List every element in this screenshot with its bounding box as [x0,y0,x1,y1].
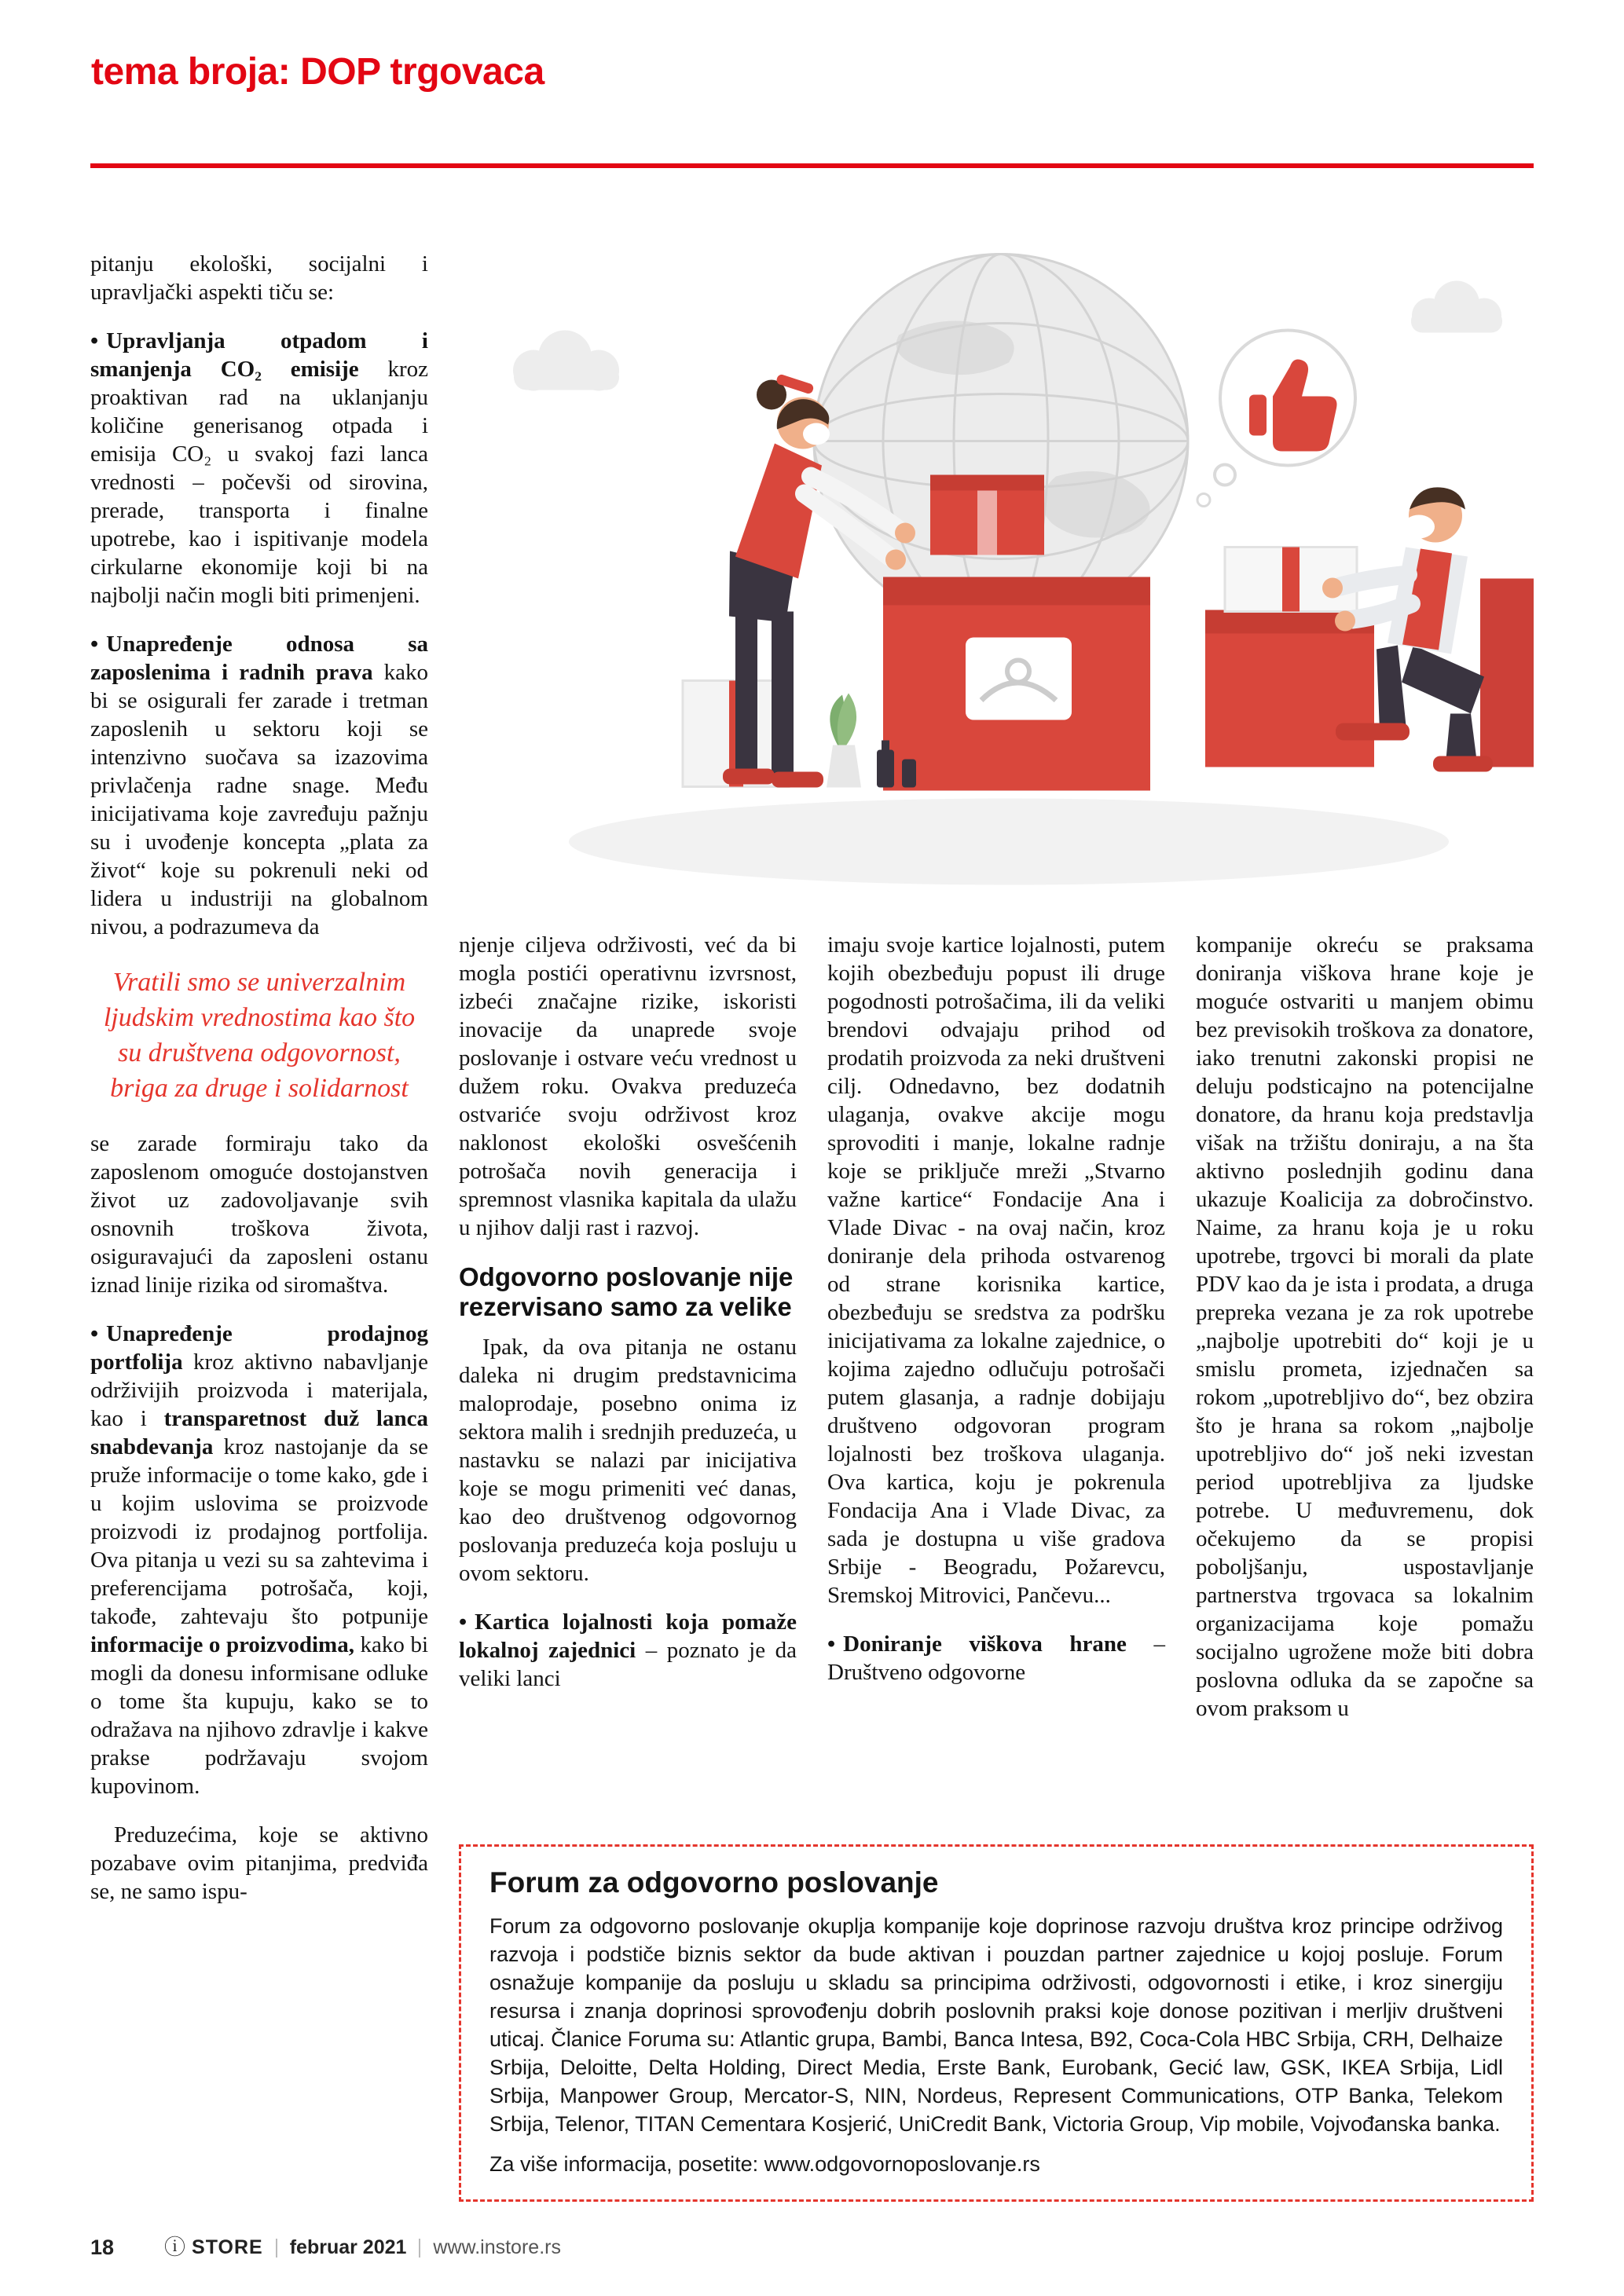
forum-box-body: Forum za odgovorno poslovanje okuplja kompanije koje doprinose razvoju društva kroz principe održivog razvoja i podstiče biznis sektor da bude aktivan i pouzdan partner zajednice u kojoj posluje. Forum osnažuje kompanije da posluju u skladu sa principima održivosti, odgovornosti i etike, i kroz sinergiju resursa i znanja doprinosi sprovođenju dobrih poslovnih praksi koje donose pozitivan i merljiv društveni uticaj. Članice Foruma su: Atlantic grupa, Bambi, Banca Intesa, B92, Coca-Cola HBC Srbija, CRH, Delhaize Srbija, Deloitte, Delta Holding, Direct Media, Erste Bank, Eurobank, Gecić law, GSK, IKEA Srbija, Lidl Srbija, Manpower Group, Mercator-S, NIN, Nordeus, Represent Communications, OTP Banka, Telekom Srbija, Telenor, TITAN Cementara Kosjerić, UniCredit Bank, Victoria Group, Vip mobile, Vojvođanska banka. [489,1913,1503,2136]
bullet-lead: Upravljanja otpadom i smanjenja CO₂ emisije [90,328,428,382]
forum-box-more-info: Za više informacija, posetite: www.odgovornoposlovanje.rs [489,2151,1040,2176]
paragraph: kompanije okreću se praksama doniranja viškova hrane koje je moguće ostvariti u manjem obimu bez previsokih troškova za donatore, iako trenutni zakonski propisi ne deluju podsticajno na potencijalne donatore, da hranu koja predstavlja višak na tržištu doniraju, a na šta aktivno poslednjih godinu dana ukazuje Koalicija za dobročinstvo. Naime, za hranu koja je u roku upotrebe, trgovci bi morali da plate PDV kao da je ista i prodata, a druga prepreka vezana je za rok upotrebe „najbolje upotrebiti do“ koji je u smislu prometa, izjednačen sa rokom „upotrebljivo do“, bez obzira što je hrana sa rokom „najbolje upotrebljivo do“ još neki izvestan period upotrebljiva za ljudske potrebe. U međuvremenu, dok očekujemo da se propisi poboljšanju, uspostavljanje partnerstva trgovaca sa lokalnim organizacijama koje pomažu socijalno ugrožene može biti dobra poslovna odluka da se započne sa ovom praksom u [1196,932,1534,1721]
bullet-text: kako bi mogli da donesu informisane odluke o tome šta kupuju, kako se to odražava na njihovo zdravlje i kakve prakse podržavaju svojom kupovinom. [90,1632,429,1799]
bullet-glyph: • [90,328,99,353]
bullet-text: kroz proaktivan rad na uklanjanju količine generisanog otpada i emisija CO₂ u svakoj fazi lanca vrednosti – počevši od sirovina, prerade, transporta i finalne upotrebe, kao i ispitivanje modela cirkularne ekonomije koji bi na najbolji način mogli biti primenjeni. [90,357,428,608]
article-column-4 [1196,931,1534,1743]
article-column-1 [90,250,428,1926]
section-heading: Odgovorno poslovanje nije rezervisano samo za velike [459,1262,794,1321]
cloud-right-icon [1411,281,1502,333]
forum-box-title: Forum za odgovorno poslovanje [489,1866,939,1899]
brand-name: STORE [192,2236,263,2258]
instore-logo-icon: ⓘ [164,2236,186,2259]
worker-right [1322,487,1493,771]
footer-divider [419,2239,420,2258]
forum-box [459,1844,1534,2202]
paragraph: se zarade formiraju tako da zaposlenom omoguće dostojanstven život uz zadovoljavanje svih osnovnih troškova života, osiguravajući da zaposleni ostanu iznad linije rizika od siromaštva. [90,1131,428,1298]
paragraph: Ipak, da ova pitanja ne ostanu daleka ni drugim predstavnicima maloprodaje, posebno onima iz sektora malih i srednjih preduzeća, u nastavku se nalazi par inicijativa koje se mogu primeniti već danas, kao deo društvenog odgovornog poslovanja preduzeća koja posluju u ovom sektoru. [459,1335,797,1586]
header-rule [90,163,1534,168]
bullet-text: kroz nastojanje da se pruže informacije o tome kako, gde i u kojim uslovima se proizvode proizvodi iz prodajnog portfolija. Ova pitanja u vezi su sa zahtevima i preferencijama potrošača, koji, takođe, zahtevaju što potpunije [90,1434,428,1629]
bullet-lead: Unapređenje prodajnog portfolija [90,1321,428,1375]
paragraph: pitanju ekološki, socijalni i upravljački aspekti tiču se: [90,251,428,305]
bullet-lead: Kartica lojalnosti koja pomaže lokalnoj zajednici [459,1609,797,1663]
page-number: 18 [90,2236,115,2259]
bullet-bold: transparetnost duž lanca snabdevanja [90,1406,428,1459]
globe-icon [814,255,1188,628]
brand [164,2236,263,2259]
bullet-bold: informacije o proizvodima, [90,1632,354,1657]
illustration-svg [459,236,1534,910]
plant-icon [827,694,861,788]
bullet-text: kroz aktivno nabavljanje održivijih proizvoda i materijala, kao i [90,1349,428,1431]
bullet-item-loyalty-card [459,1608,797,1693]
page-footer [90,2236,1534,2260]
bullet-glyph: • [827,1631,836,1657]
bullet-glyph: • [90,1321,99,1346]
bullet-lead: Doniranje viškova hrane [843,1631,1127,1657]
bullet-text: – Društveno odgovorne [827,1631,1165,1685]
thumbs-up-bubble [1197,331,1355,507]
bullet-glyph: • [90,632,99,657]
bullet-glyph: • [459,1609,467,1635]
floor-shadow [569,799,1449,885]
footer-site-url: www.instore.rs [433,2236,561,2258]
bullet-item-employees [90,630,428,941]
bullet-text: – poznato je da veliki lanci [459,1638,797,1691]
paragraph: Preduzećima, koje se aktivno pozabave ovim pitanjima, predviđa se, ne samo ispu- [90,1822,428,1904]
bullet-text: kako bi se osigurali fer zarade i tretman zaposlenih u sektoru koji se intenzivno suočava sa izazovima privlačenja radne snage. Među inicijativama koje zavređuju pažnju su i uvođenje koncepta „plata za život“ koje su pokrenuli neki od lidera u industriji na globalnom nivou, a podrazumeva da [90,660,428,939]
paragraph: njenje ciljeva održivosti, već da bi mogla postići operativnu izvrsnost, izbeći značajne rizike, iskoristi inovacije da unaprede svoje poslovanje i ostvare veću vrednost u dužem roku. Ovakva preduzeća ostvariće svoju održivost kroz naklonost ekološki osvešćenih potrošača novih generacija i spremnost vlasnika kapitala da ulažu u njihov dalji rast i razvoj. [459,932,797,1240]
page-title: tema broja: DOP trgovaca [91,51,544,93]
bullet-item-waste [90,327,428,610]
bullet-lead: Unapređenje odnosa sa zaposlenima i radnih prava [90,632,428,685]
bullet-item-food-donation [827,1630,1165,1686]
article-column-3 [827,931,1165,1707]
cloud-left-icon [513,331,619,391]
warehouse-illustration [459,236,1534,910]
issue-date: februar 2021 [289,2236,407,2258]
paragraph: imaju svoje kartice lojalnosti, putem kojih obezbeđuju popust ili druge pogodnosti potrošačima, ili da veliki brendovi odvajaju prihod od prodatih proizvoda za neki društveni cilj. Odnedavno, bez dodatnih ulaganja, ovakve akcije mogu sprovoditi i manje, lokalne radnje koje se priključe mreži „Stvarno važne kartice“ Fondacije Ana i Vlade Divac - na ovaj način, kroz doniranje dela prihoda ostvarenog od strane korisnika kartice, obezbeđuju se sredstva za podršku inicijativama za lokalne zajednice, o kojima zajedno odlučuju potrošači putem glasanja, a radnje dobijaju društveno odgovoran program lojalnosti bez troškova ulaganja. Ova kartica, koju je pokrenula Fondacija Ana i Vlade Divac, za sada je dostupna u više gradova Srbije - Beogradu, Požarevcu, Sremskoj Mitrovici, Pančevu... [827,932,1165,1608]
pull-quote: Vratili smo se univerzalnim ljudskim vrednostima kao što su društvena odgovornost, briga za druge i solidarnost [103,968,416,1103]
footer-divider [276,2239,277,2258]
article-column-2 [459,931,797,1713]
bullet-item-portfolio [90,1320,428,1800]
